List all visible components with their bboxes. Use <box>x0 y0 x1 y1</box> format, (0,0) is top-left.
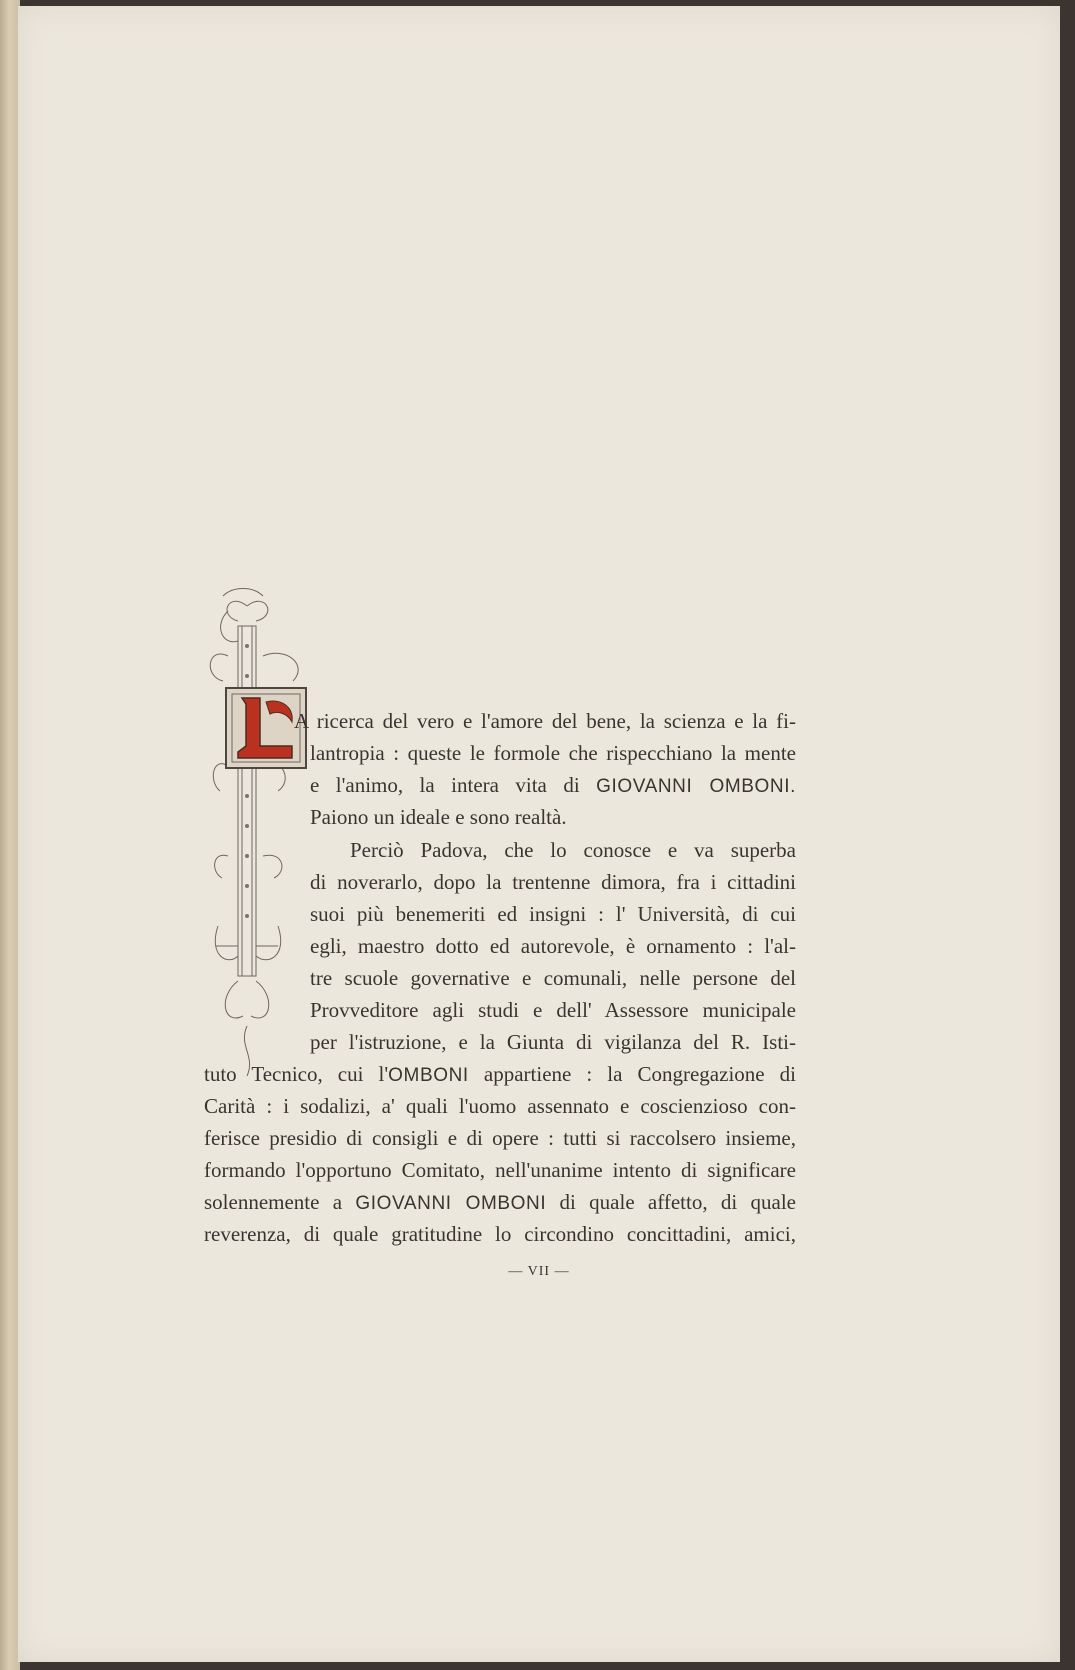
text-line: solennemente a GIOVANNI OMBONI di quale affetto, di quale <box>204 1190 796 1214</box>
text-line: tuto Tecnico, cui l'OMBONI appartiene : la Congregazione di <box>204 1062 796 1086</box>
text-line: A ricerca del vero e l'amore del bene, la scienza e la fi- <box>294 709 796 733</box>
text-line: suoi più benemeriti ed insigni : l' Università, di cui <box>310 902 796 926</box>
text-line: formando l'opportuno Comitato, nell'unanime intento di significare <box>204 1158 796 1182</box>
text-line: Perciò Padova, che lo conosce e va superba <box>350 838 796 862</box>
page-number: — VII — <box>508 1264 570 1279</box>
book-spine-edge <box>0 0 20 1670</box>
text-line: Paiono un ideale e sono realtà. <box>310 805 567 829</box>
text-line: di noverarlo, dopo la trentenne dimora, fra i cittadini <box>310 870 796 894</box>
illuminated-initial <box>208 586 318 1086</box>
text-line: e l'animo, la intera vita di GIOVANNI OMBONI. <box>310 773 796 797</box>
text-line: ferisce presidio di consigli e di opere : tutti si raccolsero insieme, <box>204 1126 796 1150</box>
text-line: lantropia : queste le formole che rispecchiano la mente <box>310 741 796 765</box>
book-page <box>18 6 1060 1662</box>
text-line: Provveditore agli studi e dell' Assessore municipale <box>310 998 796 1022</box>
text-line: per l'istruzione, e la Giunta di vigilanza del R. Isti- <box>310 1030 796 1054</box>
text-line: egli, maestro dotto ed autorevole, è ornamento : l'al- <box>310 934 796 958</box>
text-line: Carità : i sodalizi, a' quali l'uomo assennato e coscienzioso con- <box>204 1094 796 1118</box>
text-line: tre scuole governative e comunali, nelle persone del <box>310 966 796 990</box>
text-line: reverenza, di quale gratitudine lo circondino concittadini, amici, <box>204 1222 796 1246</box>
